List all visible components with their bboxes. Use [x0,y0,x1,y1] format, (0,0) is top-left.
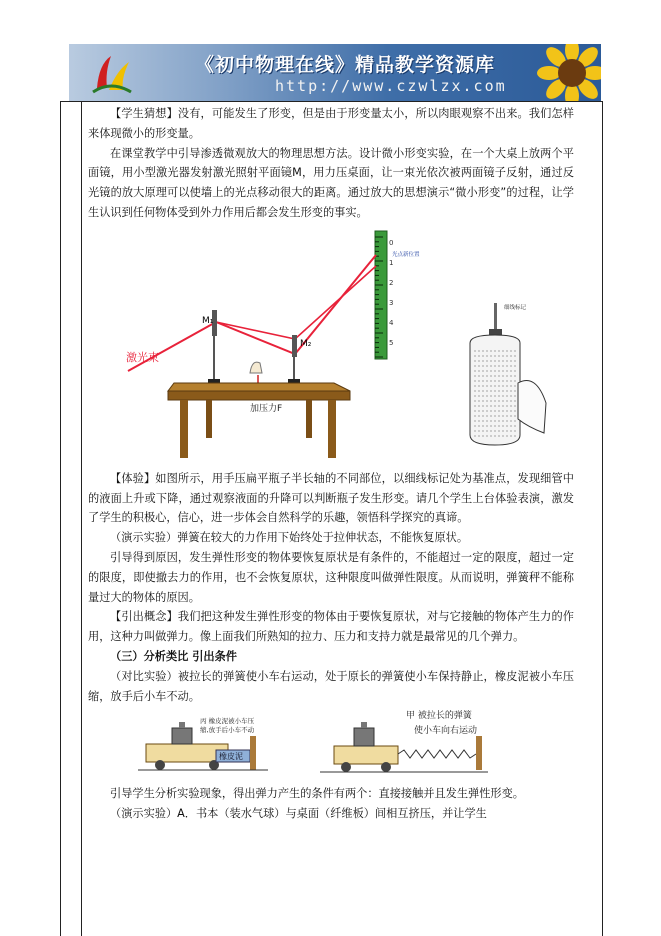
table-inner-divider [81,102,82,936]
figure-laser-experiment [88,223,574,469]
site-logo-icon [89,50,135,96]
stretched-spring [398,750,476,758]
hand-pressing-icon [250,362,262,373]
paragraph-concept: 【引出概念】我们把这种发生弹性形变的物体由于要恢复原状，对与它接触的物体产生力的作用，这种力叫做弹力。像上面我们所熟知的拉力、压力和支持力就是最常见的几个弹力。 [88,610,574,644]
laser-beam-reflected [216,266,376,339]
cart-wheel [155,760,165,770]
laser-mirror-diagram [88,223,574,469]
paragraph-experience: 【体验】如图所示，用手压扁平瓶子半长轴的不同部位，以细线标记处为基准点，发现细管中的液面上升或下降，通过观察液面的升降可以判断瓶子发生形变。请几个学生上台体验表演，激发了学生的积极心，信心，进一步体会自然科学的乐趣，领悟科学探究的真谛。 [88,471,574,525]
cart-right [334,746,398,764]
scale-tick-4: 4 [389,318,394,327]
document-body [88,104,574,824]
scale-tick-1: 1 [389,258,394,267]
scale-tick-0: 0 [389,238,394,247]
table-leg [180,400,188,458]
scale-tick-3: 3 [389,298,394,307]
scale-tick-2: 2 [389,278,394,287]
paragraph-elastic-limit: 引导得到原因，发生弹性形变的物体要恢复原状是有条件的，不能超过一定的限度，超过一定的限度，即使撤去力的作用，也不会恢复原状，这种限度叫做弹性限度。从而说明，弹簧秤不能称量过大的物体的原因。 [88,550,574,604]
right-caption-line1: 甲 被拉长的弹簧 [406,711,472,722]
force-label: 加压力F [250,403,283,414]
header-banner [69,44,601,101]
left-caption-line2: 缩,放手后小车不动 [200,726,255,735]
weight-block [354,728,374,746]
weight-block [172,728,192,744]
laser-beam-path [128,255,376,371]
cart-diagram [88,706,574,784]
paragraph-teaching-method: 在课堂教学中引导渗透微观放大的物理思想方法。设计微小形变实验，在一个大桌上放两个平面镜，用小型激光器发射激光照射平面镜M，用力压桌面，让一束光依次被两面镜子反射，通过反光镜的放大原理可以使墙上的光点移动很大的距离。通过放大的思想演示“微小形变”的过程，让学生认识到任何物体受到外力作用后都会发生形变的事实。 [88,146,574,219]
section-heading: （三）分析类比 引出条件 [110,649,237,663]
left-caption-line1: 丙 橡皮泥被小车压 [200,717,255,726]
hand-squeezing-icon [518,380,546,433]
paragraph-student-guess: 【学生猜想】没有，可能发生了形变，但是由于形变量太小，所以肉眼观察不出来。我们怎样来体现微小的形变量。 [88,107,574,140]
flat-bottle [470,335,520,445]
mirror-m1-label: M₁ [202,315,214,326]
banner-url[interactable]: http://www.czwlzx.com [275,77,507,95]
mirror-m2-label: M₂ [300,338,312,349]
sunflower-icon [537,44,601,101]
paragraph-demo-spring: （演示实验）弹簧在较大的力作用下始终处于拉伸状态，不能恢复原状。 [110,531,469,545]
clay-label: 橡皮泥 [219,752,243,762]
cart-wheel [381,762,391,772]
table-leg [328,400,336,458]
mirror-m2 [292,335,297,357]
table-top [168,383,350,391]
mark-label: 细线标记 [504,304,527,311]
spot-position-label: 光点新位置 [392,251,420,258]
laser-label: 激光束 [126,350,159,364]
paragraph-compare-experiment: （对比实验）被拉长的弹簧使小车右运动，处于原长的弹簧使小车保持静止，橡皮泥被小车压缩，放手后小车不动。 [88,669,574,703]
scale-tick-5: 5 [389,338,394,347]
thin-tube [494,303,497,333]
right-caption-line2: 使小车向右运动 [414,726,478,737]
cart-wheel [341,762,351,772]
figure-cart-experiment [88,706,574,784]
paragraph-conditions: 引导学生分析实验现象，得出弹力产生的条件有两个：直接接触并且发生弹性形变。 [110,787,524,801]
paragraph-demo-book: （演示实验）A．书本（装水气球）与桌面（纤维板）间相互挤压，并让学生 [110,807,487,821]
banner-title: 《初中物理在线》精品教学资源库 [195,54,496,76]
